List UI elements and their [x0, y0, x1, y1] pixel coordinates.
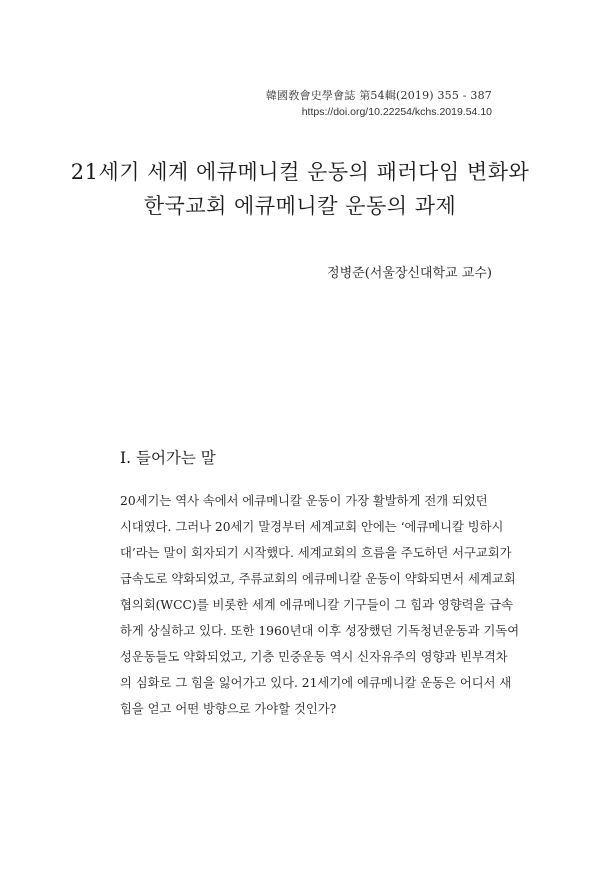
- paragraph-line: 급속도로 약화되었고, 주류교회의 에큐메니칼 운동이 약화되면서 세계교회: [120, 572, 516, 586]
- paper-title: [0, 155, 600, 223]
- paragraph-line: 하게 상실하고 있다. 또한 1960년대 이후 성장했던 기독청년운동과 기독여: [120, 624, 520, 638]
- title-line-1: 21세기 세계 에큐메니컬 운동의 패러다임 변화와: [70, 160, 530, 184]
- author-affiliation: 정병준(서울장신대학교 교수): [327, 266, 492, 281]
- section-heading: I. 들어가는 말: [120, 449, 216, 467]
- journal-citation: 韓國敎會史學會誌 第54輯(2019) 355 - 387: [265, 89, 492, 102]
- body-paragraph: [120, 488, 520, 722]
- paragraph-line: 20세기는 역사 속에서 에큐메니칼 운동이 가장 활발하게 전개 되었던: [120, 494, 488, 508]
- paragraph-line: 협의회(WCC)를 비롯한 세계 에큐메니칼 기구들이 그 힘과 영향력을 급속: [120, 598, 514, 612]
- paragraph-line: 힘을 얻고 어떤 방향으로 가야할 것인가?: [120, 702, 337, 716]
- journal-header: [266, 88, 492, 120]
- paragraph-line: 의 심화로 그 힘을 잃어가고 있다. 21세기에 에큐메니칼 운동은 어디서 새: [120, 676, 512, 690]
- doi-link[interactable]: https://doi.org/10.22254/kchs.2019.54.10: [301, 106, 492, 118]
- paragraph-line: 성운동들도 약화되었고, 기층 민중운동 역시 신자유주의 영향과 빈부격차: [120, 650, 508, 664]
- title-line-2: 한국교회 에큐메니칼 운동의 과제: [143, 194, 457, 218]
- paragraph-line: 대’라는 말이 회자되기 시작했다. 세계교회의 흐름을 주도하던 서구교회가: [120, 546, 512, 560]
- paragraph-line: 시대였다. 그러나 20세기 말경부터 세계교회 안에는 ‘에큐메니칼 빙하시: [120, 520, 504, 534]
